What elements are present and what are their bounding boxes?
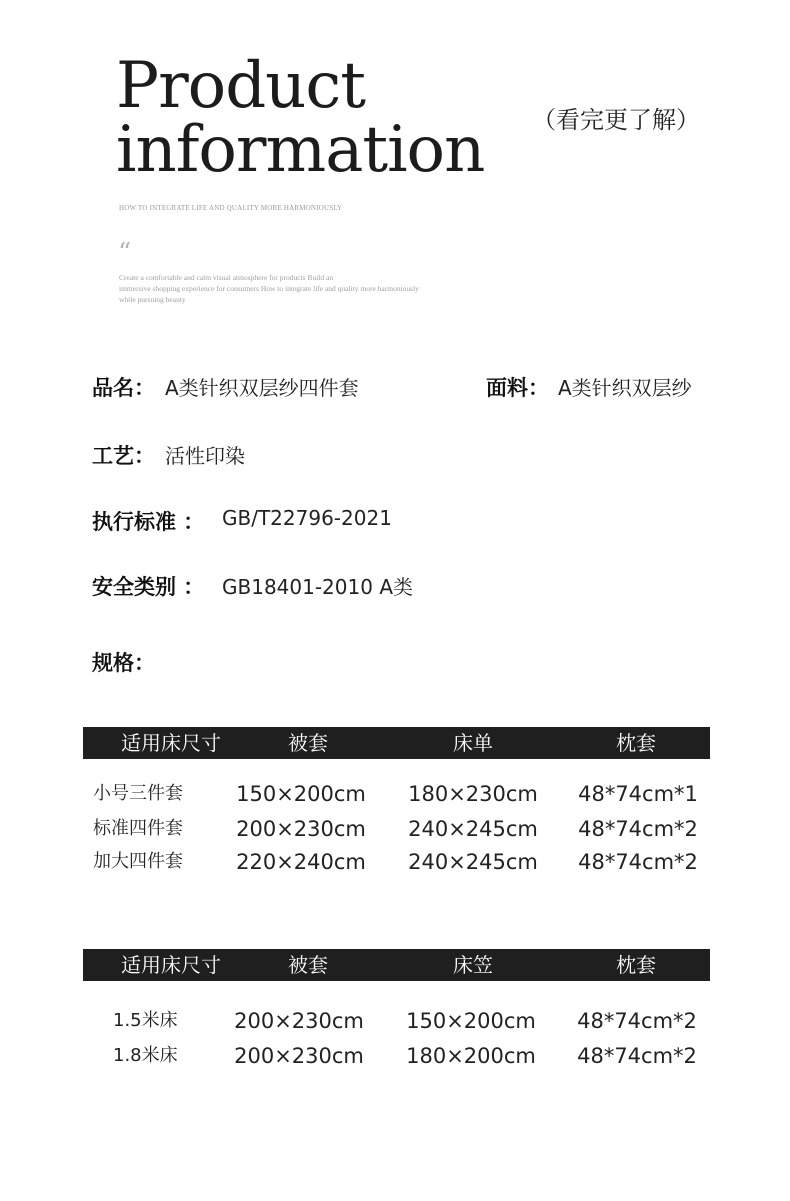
fitted-sheet-cell: 180×200cm — [406, 1044, 536, 1068]
size-cell: 1.5米床 — [113, 1010, 178, 1031]
table1-header-sheet: 床单 — [453, 731, 493, 755]
table1-header-duvet: 被套 — [288, 731, 328, 755]
fabric-value: A类针织双层纱 — [558, 376, 692, 400]
fabric-label: 面料： — [486, 376, 549, 400]
table-row — [0, 777, 790, 811]
table2-header-duvet: 被套 — [288, 953, 328, 977]
intro-paragraph-line: Create a comfortable and calm visual atmosphere for products Build an — [119, 273, 334, 282]
tagline: HOW TO INTEGRATE LIFE AND QUALITY MORE HARMONIOUSLY — [119, 204, 343, 212]
craft-value: 活性印染 — [165, 444, 245, 468]
craft-label: 工艺： — [92, 444, 155, 468]
safety-label: 安全类别 ： — [92, 575, 205, 599]
standard-value: GB/T22796-2021 — [222, 506, 392, 530]
duvet-cell: 220×240cm — [236, 850, 366, 874]
size-cell: 标准四件套 — [93, 818, 183, 839]
fitted-sheet-cell: 150×200cm — [406, 1009, 536, 1033]
sheet-cell: 240×245cm — [408, 817, 538, 841]
size-cell: 1.8米床 — [113, 1045, 178, 1066]
duvet-cell: 200×230cm — [236, 817, 366, 841]
quote-mark-icon: “ — [118, 238, 132, 268]
safety-value: GB18401-2010 A类 — [222, 575, 413, 599]
table1-header — [83, 727, 710, 759]
table-row — [0, 845, 790, 879]
sheet-cell: 240×245cm — [408, 850, 538, 874]
table-row — [0, 1039, 790, 1073]
duvet-cell: 150×200cm — [236, 782, 366, 806]
table2-header-bed-size: 适用床尺寸 — [121, 953, 221, 977]
pillowcase-cell: 48*74cm*2 — [578, 850, 698, 874]
intro-paragraph-line: while pursuing beauty — [119, 295, 186, 304]
duvet-cell: 200×230cm — [234, 1044, 364, 1068]
sheet-cell: 180×230cm — [408, 782, 538, 806]
title-line-product: Product — [116, 49, 365, 123]
pillowcase-cell: 48*74cm*2 — [577, 1009, 697, 1033]
pillowcase-cell: 48*74cm*2 — [577, 1044, 697, 1068]
size-cell: 小号三件套 — [93, 783, 183, 804]
size-cell: 加大四件套 — [93, 851, 183, 872]
table-row — [0, 812, 790, 846]
table2-header-pillowcase: 枕套 — [616, 953, 656, 977]
table-row — [0, 1004, 790, 1038]
pillowcase-cell: 48*74cm*1 — [578, 782, 698, 806]
title-line-information: information — [116, 113, 485, 187]
standard-label: 执行标准 ： — [92, 510, 205, 534]
table1-header-bed-size: 适用床尺寸 — [121, 731, 221, 755]
product-name-label: 品名： — [92, 376, 155, 400]
table2-header — [83, 949, 710, 981]
product-name-value: A类针织双层纱四件套 — [165, 376, 359, 400]
pillowcase-cell: 48*74cm*2 — [578, 817, 698, 841]
table2-header-fitted-sheet: 床笠 — [453, 953, 493, 977]
duvet-cell: 200×230cm — [234, 1009, 364, 1033]
read-more-hint: （看完更了解） — [532, 106, 700, 134]
intro-paragraph-line: immersive shopping experience for consumers How to integrate life and quality more harmoniously — [119, 284, 419, 293]
spec-label: 规格： — [92, 651, 155, 675]
table1-header-pillowcase: 枕套 — [616, 731, 656, 755]
